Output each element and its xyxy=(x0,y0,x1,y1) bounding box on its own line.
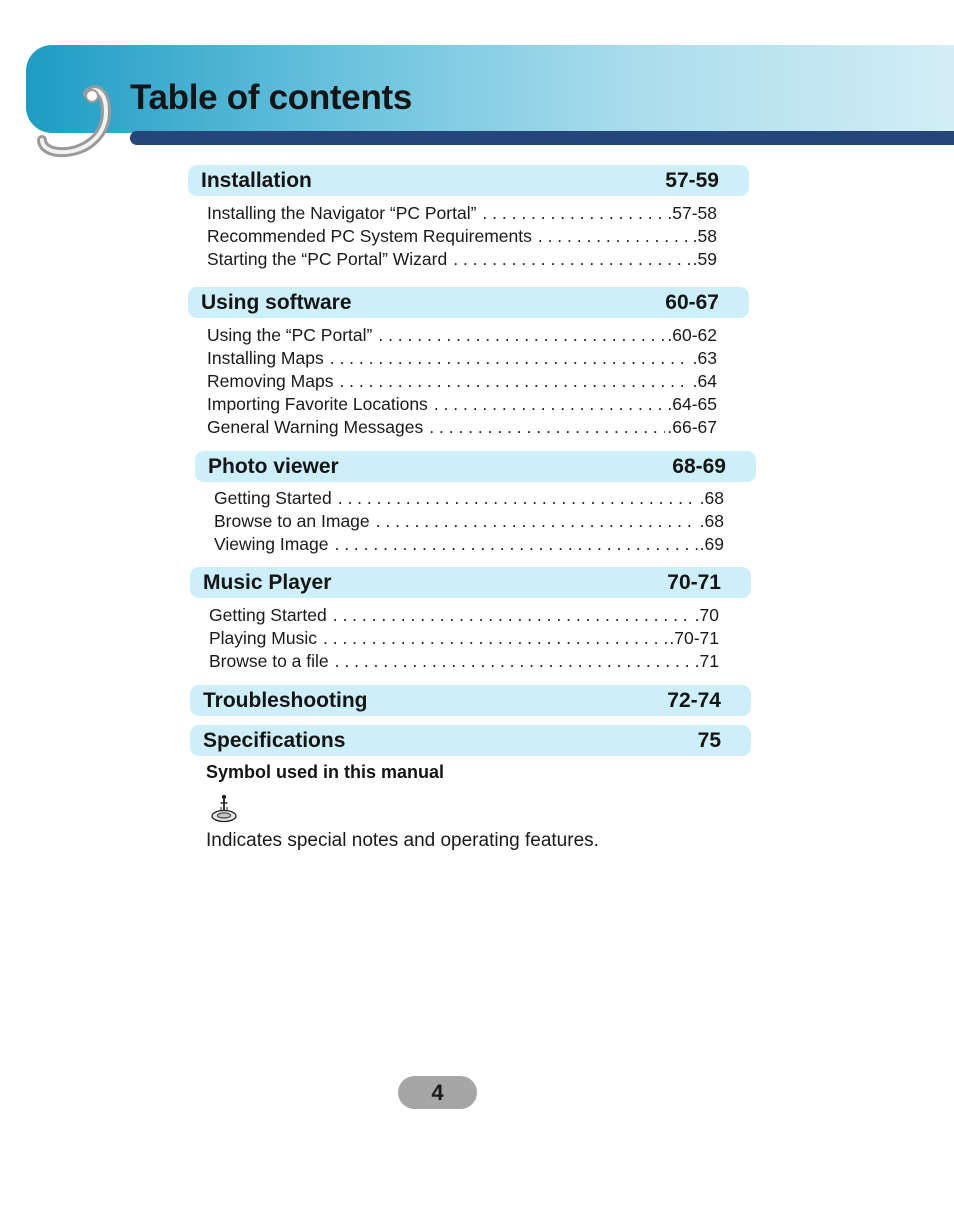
entry-label: Starting the “PC Portal” Wizard xyxy=(207,249,448,269)
section-label: Troubleshooting xyxy=(203,688,368,712)
toc-entry[interactable] xyxy=(207,202,717,225)
section-pages: 68-69 xyxy=(672,454,726,478)
entry-page: .68 xyxy=(699,511,724,531)
toc-entry[interactable] xyxy=(209,604,719,627)
section-pages: 75 xyxy=(697,728,721,752)
section-label: Using software xyxy=(201,290,352,314)
entry-label: General Warning Messages xyxy=(207,417,424,437)
dot-leader xyxy=(335,650,693,673)
page-number-badge xyxy=(398,1076,477,1109)
entry-page: .66-67 xyxy=(667,417,717,437)
toc-entry[interactable] xyxy=(209,650,719,673)
section-label: Photo viewer xyxy=(208,454,339,478)
entry-page: .63 xyxy=(692,348,717,368)
entry-label: Playing Music xyxy=(209,628,317,648)
toc-entry[interactable] xyxy=(214,533,724,556)
dot-leader xyxy=(334,533,697,556)
header-rule xyxy=(130,131,954,145)
dot-leader xyxy=(482,202,665,225)
section-using-software[interactable] xyxy=(188,287,749,318)
toc-entry[interactable] xyxy=(209,627,719,650)
section-label: Music Player xyxy=(203,570,332,594)
note-icon xyxy=(210,794,238,824)
entry-label: Installing the Navigator “PC Portal” xyxy=(207,203,477,223)
entry-page: .70-71 xyxy=(669,628,719,648)
section-label: Specifications xyxy=(203,728,346,752)
toc-entry[interactable] xyxy=(207,248,717,271)
symbol-heading: Symbol used in this manual xyxy=(206,762,445,782)
entry-label: Browse to an Image xyxy=(214,511,370,531)
entry-page: .58 xyxy=(692,226,717,246)
section-pages: 57-59 xyxy=(665,168,719,192)
section-pages: 72-74 xyxy=(667,688,721,712)
entry-label: Removing Maps xyxy=(207,371,334,391)
dot-leader xyxy=(330,347,691,370)
dot-leader xyxy=(323,627,667,650)
toc-entry[interactable] xyxy=(207,347,717,370)
dot-leader xyxy=(376,510,698,533)
entry-page: .68 xyxy=(699,488,724,508)
entry-page: .70 xyxy=(694,605,719,625)
toc-entry[interactable] xyxy=(207,324,717,347)
toc-entry[interactable] xyxy=(207,393,717,416)
section-music-player[interactable] xyxy=(190,567,751,598)
entry-label: Browse to a file xyxy=(209,651,329,671)
entry-label: Recommended PC System Requirements xyxy=(207,226,532,246)
entry-page: .64-65 xyxy=(667,394,717,414)
entry-page: .69 xyxy=(699,534,724,554)
entry-page: .57-58 xyxy=(667,203,717,223)
entry-label: Installing Maps xyxy=(207,348,324,368)
dot-leader xyxy=(429,416,665,439)
section-troubleshooting[interactable] xyxy=(190,685,751,716)
toc-entry[interactable] xyxy=(207,370,717,393)
dot-leader xyxy=(434,393,666,416)
entry-page: .71 xyxy=(694,651,719,671)
dot-leader xyxy=(538,225,691,248)
toc-entry[interactable] xyxy=(214,510,724,533)
entry-label: Getting Started xyxy=(214,488,332,508)
section-pages: 60-67 xyxy=(665,290,719,314)
dot-leader xyxy=(338,487,698,510)
page-number: 4 xyxy=(431,1079,444,1105)
toc-entry[interactable] xyxy=(207,225,717,248)
page-title: Table of contents xyxy=(130,78,413,117)
binder-ring-icon xyxy=(36,82,116,164)
section-specifications[interactable] xyxy=(190,725,751,756)
note-description: Indicates special notes and operating features. xyxy=(206,830,599,851)
dot-leader xyxy=(453,248,690,271)
toc-entry[interactable] xyxy=(214,487,724,510)
dot-leader xyxy=(378,324,665,347)
section-label: Installation xyxy=(201,168,312,192)
entry-label: Viewing Image xyxy=(214,534,329,554)
dot-leader xyxy=(333,604,693,627)
dot-leader xyxy=(339,370,690,393)
entry-page: .60-62 xyxy=(667,325,717,345)
entry-label: Importing Favorite Locations xyxy=(207,394,428,414)
entry-page: .64 xyxy=(692,371,717,391)
section-pages: 70-71 xyxy=(667,570,721,594)
section-photo-viewer[interactable] xyxy=(195,451,756,482)
entry-label: Getting Started xyxy=(209,605,327,625)
entry-label: Using the “PC Portal” xyxy=(207,325,373,345)
entry-page: .59 xyxy=(692,249,717,269)
toc-entry[interactable] xyxy=(207,416,717,439)
section-installation[interactable] xyxy=(188,165,749,196)
